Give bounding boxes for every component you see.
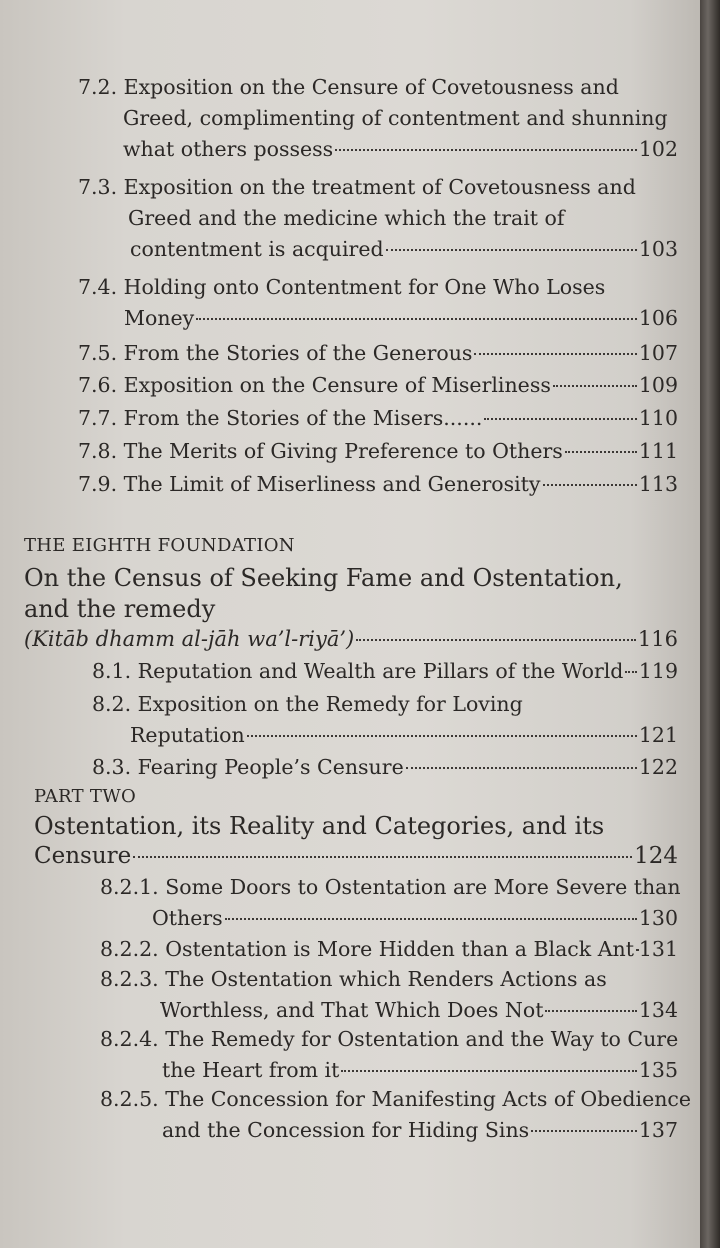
entry-title-line: Ostentation is More Hidden than a Black Ant (165, 937, 634, 961)
entry-title-line: The Ostentation which Renders Actions as (165, 967, 607, 991)
leader-dots (196, 318, 637, 320)
entry-title-line: Exposition on the treatment of Covetousness and (123, 175, 636, 199)
entry-title-line: Greed and the medicine which the trait of (128, 206, 565, 230)
entry-title-line: Exposition on the Censure of Covetousness and (123, 75, 619, 99)
entry-title-line: Reputation (130, 723, 245, 747)
leader-dots (625, 671, 636, 673)
entry-number: 8.2.1. (100, 875, 159, 899)
toc-entry-7-3 (78, 172, 678, 265)
toc-entry-8-2-1 (100, 872, 681, 934)
leader-dots (484, 418, 636, 420)
entry-number: 7.7. (78, 406, 118, 430)
entry-number: 8.2.3. (100, 967, 159, 991)
entry-number: 7.5. (78, 341, 118, 365)
entry-title-line: and the Concession for Hiding Sins (162, 1118, 530, 1142)
part-title-entry (34, 841, 678, 872)
leader-dots (225, 918, 637, 920)
page-number: 134 (638, 998, 678, 1022)
leader-dots (133, 856, 632, 858)
entry-title-line: what others possess (123, 137, 334, 161)
entry-title-line: Reputation and Wealth are Pillars of the World (137, 659, 624, 683)
entry-title-line: the Heart from it (162, 1058, 340, 1082)
arabic-title: (Kitāb dhamm al-jāh wa’l-riyā’) (24, 627, 355, 651)
page-number: 113 (638, 472, 678, 496)
leader-dots (543, 484, 637, 486)
leader-dots (406, 767, 637, 769)
leader-dots (247, 735, 637, 737)
page-number: 116 (637, 627, 678, 651)
leader-dots (474, 353, 636, 355)
foundation-label: THE EIGHTH FOUNDATION (24, 535, 295, 556)
entry-title-line: The Limit of Miserliness and Generosity (123, 472, 541, 496)
page-number: 110 (638, 406, 678, 430)
page-number: 122 (638, 755, 678, 779)
leader-dots (386, 249, 637, 251)
entry-number: 7.8. (78, 439, 118, 463)
foundation-arabic-entry (24, 624, 678, 655)
entry-number: 8.2.2. (100, 937, 159, 961)
entry-title-line: Greed, complimenting of contentment and shunning (123, 106, 668, 130)
entry-number: 7.3. (78, 175, 118, 199)
leader-dots (335, 149, 637, 151)
entry-title-line: Holding onto Contentment for One Who Loses (123, 275, 606, 299)
entry-title-line: contentment is acquired (130, 237, 384, 261)
part-title-line-1: Ostentation, its Reality and Categories, and its (34, 812, 605, 840)
page-number: 121 (638, 723, 678, 747)
entry-title-line: Others (152, 906, 223, 930)
part-label: PART TWO (34, 786, 137, 807)
toc-entry-8-3 (92, 752, 678, 783)
page-number: 107 (638, 341, 678, 365)
toc-entry-7-8 (78, 436, 678, 467)
entry-number: 8.3. (92, 755, 132, 779)
leader-dots (553, 385, 637, 387)
entry-title-line: From the Stories of the Misers...... (123, 406, 483, 430)
page-edge (700, 0, 720, 1248)
entry-title-line: Exposition on the Remedy for Loving (137, 692, 523, 716)
toc-entry-8-2 (92, 689, 678, 751)
leader-dots (545, 1010, 636, 1012)
toc-entry-7-9 (78, 469, 678, 500)
page-number: 119 (638, 659, 678, 683)
entry-number: 7.6. (78, 373, 118, 397)
toc-entry-7-4 (78, 272, 678, 334)
page-number: 103 (638, 237, 678, 261)
page-number: 131 (638, 937, 678, 961)
leader-dots (565, 451, 637, 453)
entry-number: 8.2. (92, 692, 132, 716)
entry-title-line: The Remedy for Ostentation and the Way to Cure (165, 1027, 679, 1051)
entry-title-line: Exposition on the Censure of Miserliness (123, 373, 551, 397)
foundation-title-line-2: and the remedy (24, 595, 216, 623)
entry-number: 8.2.4. (100, 1027, 159, 1051)
toc-entry-7-2 (78, 72, 678, 165)
toc-entry-7-6 (78, 370, 678, 401)
leader-dots (341, 1070, 637, 1072)
leader-dots (636, 949, 637, 951)
entry-number: 8.1. (92, 659, 132, 683)
toc-entry-7-7 (78, 403, 678, 434)
page-number: 111 (638, 439, 678, 463)
toc-entry-8-2-3 (100, 964, 678, 1026)
page-number: 130 (638, 906, 678, 930)
entry-number: 7.9. (78, 472, 118, 496)
entry-title-line: Fearing People’s Censure (137, 755, 404, 779)
entry-title-line: Money (124, 306, 195, 330)
part-title-line-2: Censure (34, 843, 132, 869)
entry-number: 8.2.5. (100, 1087, 159, 1111)
foundation-title-line-1: On the Census of Seeking Fame and Ostentation, (24, 564, 623, 592)
page-number: 135 (638, 1058, 678, 1082)
leader-dots (531, 1130, 637, 1132)
entry-title-line: Worthless, and That Which Does Not (160, 998, 544, 1022)
toc-entry-8-2-2 (100, 934, 678, 965)
entry-title-line: From the Stories of the Generous (123, 341, 473, 365)
page-number: 102 (638, 137, 678, 161)
entry-number: 7.2. (78, 75, 118, 99)
entry-title-line: The Merits of Giving Preference to Others (123, 439, 563, 463)
toc-entry-8-1 (92, 656, 678, 687)
page-number: 106 (638, 306, 678, 330)
toc-entry-8-2-5 (100, 1084, 692, 1146)
toc-entry-7-5 (78, 338, 678, 369)
leader-dots (356, 639, 636, 641)
entry-title-line: The Concession for Manifesting Acts of Obedience (165, 1087, 692, 1111)
entry-number: 7.4. (78, 275, 118, 299)
toc-entry-8-2-4 (100, 1024, 678, 1086)
page-number: 109 (638, 373, 678, 397)
page-number: 124 (634, 843, 678, 869)
entry-title-line: Some Doors to Ostentation are More Severe than (165, 875, 681, 899)
page-number: 137 (638, 1118, 678, 1142)
